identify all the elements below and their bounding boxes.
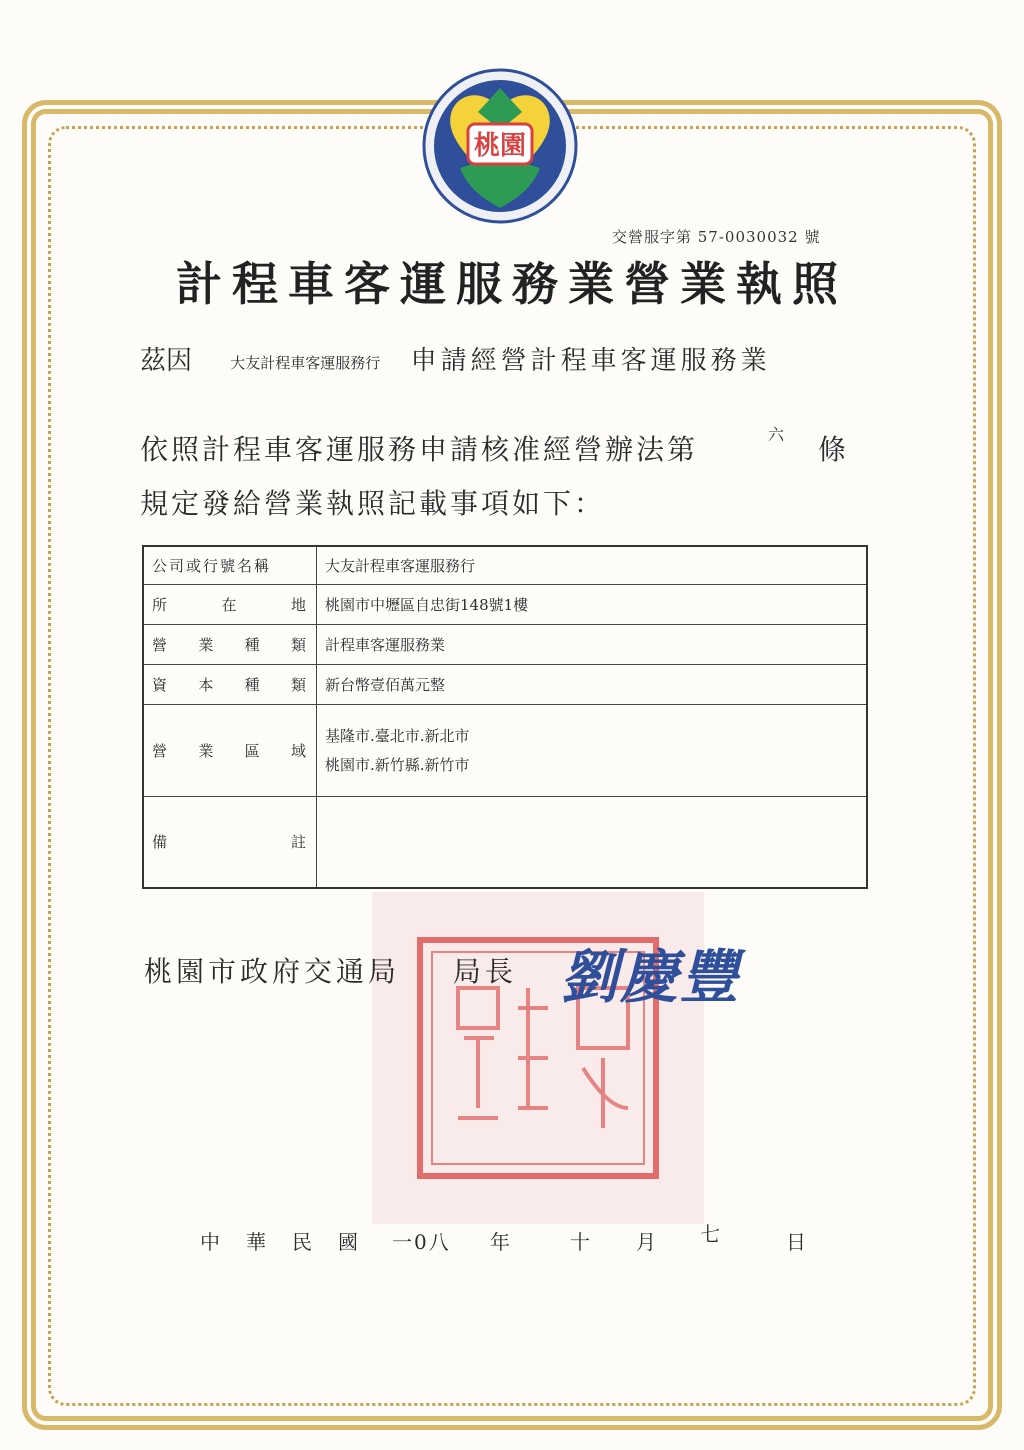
row-label (143, 664, 317, 704)
date-era: 中華民國 (200, 1230, 384, 1254)
label-char: 區 (244, 741, 262, 760)
issuing-authority (144, 950, 517, 990)
authority-name: 桃園市政府交通局 (144, 955, 401, 988)
date-day: 七 (700, 1222, 720, 1246)
label-char: 地 (290, 595, 308, 614)
row-value (317, 796, 868, 888)
table-row (143, 664, 867, 704)
basis-line-2: 規定發給營業執照記載事項如下： (140, 487, 606, 520)
label-char: 域 (290, 741, 308, 760)
emblem-text: 桃園 (473, 131, 527, 161)
label-char: 本 (198, 675, 216, 694)
label-char: 營 (152, 635, 170, 654)
date-year-unit: 年 (490, 1230, 510, 1254)
label-spread (152, 594, 308, 615)
table-row (143, 624, 867, 664)
label-char: 種 (244, 675, 262, 694)
document-number: 交營服字第 57-0030032 號 (612, 228, 821, 246)
table-row (143, 796, 867, 888)
handwritten-signature: 劉慶豐 (560, 943, 741, 1011)
basis-line-1: 依照計程車客運服務申請核准經營辦法第 (140, 433, 699, 466)
label-char: 類 (290, 675, 308, 694)
row-value: 大友計程車客運服務行 (317, 546, 868, 584)
label-char: 營 (152, 741, 170, 760)
region-line-1: 基隆市.臺北市.新北市 (325, 727, 470, 745)
label-char: 資 (152, 675, 170, 694)
date-year: 一0八 (392, 1230, 451, 1254)
row-value: 桃園市中壢區自忠街148號1樓 (317, 584, 868, 624)
region-line-2: 桃園市.新竹縣.新竹市 (325, 756, 470, 774)
intro-apply-text: 申請經營計程車客運服務業 (410, 346, 771, 376)
table-row (143, 704, 867, 796)
intro-prefix: 茲因 (140, 346, 193, 376)
row-label: 公司或行號名稱 (143, 546, 317, 584)
label-char: 種 (244, 635, 262, 654)
page-title: 計程車客運服務業營業執照 (176, 257, 848, 311)
row-label (143, 796, 317, 888)
label-char: 業 (198, 741, 216, 760)
intro-line (140, 340, 771, 377)
label-spread (152, 740, 308, 761)
label-char: 所 (152, 595, 170, 614)
row-label (143, 584, 317, 624)
label-spread (152, 831, 308, 852)
article-suffix: 條 (818, 433, 847, 466)
label-char: 備 (152, 833, 170, 852)
row-value: 新台幣壹佰萬元整 (317, 664, 868, 704)
label-spread (152, 634, 308, 655)
label-char: 類 (290, 635, 308, 654)
signer-title: 局長 (452, 955, 517, 988)
intro-company: 大友計程車客運服務行 (230, 353, 381, 372)
label-char: 業 (198, 635, 216, 654)
row-label (143, 624, 317, 664)
license-details-table (142, 545, 868, 889)
table-row (143, 584, 867, 624)
label-char: 在 (221, 595, 239, 614)
row-value: 計程車客運服務業 (317, 624, 868, 664)
row-label (143, 704, 317, 796)
date-month-unit: 月 (636, 1230, 656, 1254)
article-number: 六 (768, 425, 785, 444)
table-row (143, 546, 867, 584)
row-value (317, 704, 868, 796)
label-spread (152, 674, 308, 695)
taoyuan-emblem-logo (422, 68, 578, 224)
label-char: 註 (290, 833, 308, 852)
date-day-unit: 日 (786, 1230, 806, 1254)
date-month: 十 (570, 1230, 590, 1254)
